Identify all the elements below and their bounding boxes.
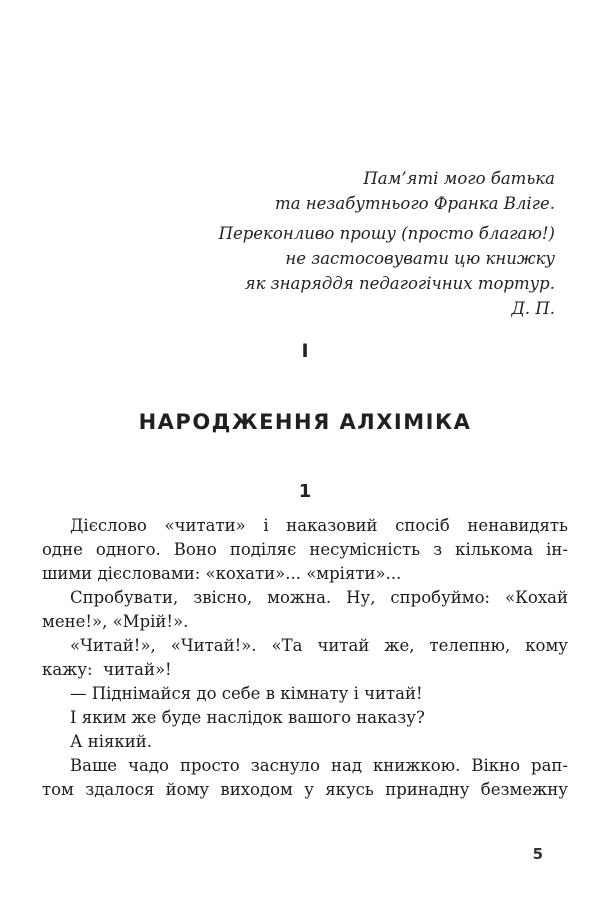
part-numeral: I (301, 340, 309, 362)
paragraph (42, 706, 568, 730)
dedication-line: Переконливо прошу (просто благаю!) (218, 224, 555, 243)
chapter-title: НАРОДЖЕННЯ АЛХІМІКА (138, 410, 472, 434)
page-number: 5 (532, 845, 543, 863)
dedication-line: як знаряддя педагогічних тортур. (244, 274, 555, 293)
text-line: Ваше чадо просто заснуло над книжкою. Вікно рап- (70, 756, 568, 775)
text-line: шими дієсловами: «кохати»... «мріяти»... (42, 564, 402, 583)
text-line: одне одного. Воно поділяє несумісність з кількома ін- (42, 540, 568, 559)
dedication-line: не застосовувати цю книжку (285, 249, 555, 268)
paragraph (42, 754, 568, 802)
paragraph (42, 634, 568, 682)
dedication-line: Пам’яті мого батька (363, 169, 555, 188)
text-line: Спробувати, звісно, можна. Ну, спробуймо: «Кохай (70, 588, 568, 607)
text-line: — Піднімайся до себе в кімнату і читай! (70, 684, 423, 703)
dedication-epigraph (219, 166, 555, 321)
dedication-signature: Д. П. (511, 299, 555, 318)
text-line: том здалося йому виходом у якусь принадну безмежну (42, 780, 568, 799)
text-line: Дієслово «читати» і наказовий спосіб ненавидять (70, 516, 568, 535)
paragraph (42, 514, 568, 586)
text-line: А ніякий. (70, 732, 152, 751)
section-number: 1 (298, 481, 312, 502)
dedication-line: та незабутнього Франка Вліге. (275, 194, 555, 213)
body-text (42, 514, 568, 802)
text-line: І яким же буде наслідок вашого наказу? (70, 708, 425, 727)
paragraph (42, 586, 568, 634)
paragraph (42, 730, 568, 754)
text-line: «Читай!», «Читай!». «Та читай же, телепню, кому (70, 636, 568, 655)
paragraph-dialog (42, 682, 568, 706)
text-line: кажу: читай»! (42, 660, 172, 679)
text-line: мене!», «Мрій!». (42, 612, 189, 631)
